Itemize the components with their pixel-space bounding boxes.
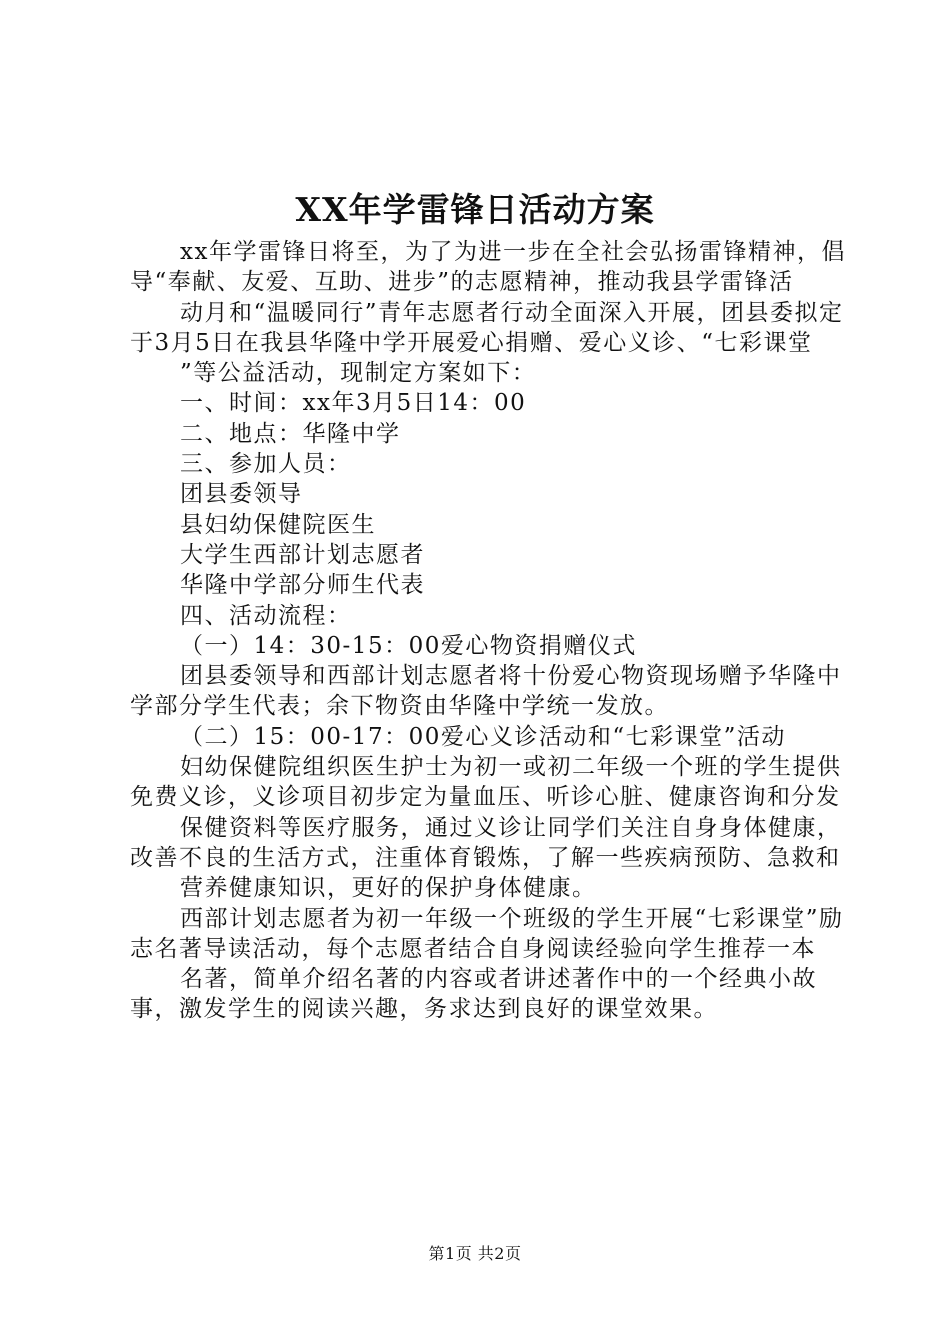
paragraph: 营养健康知识，更好的保护身体健康。 [180,875,597,902]
paragraph: 华隆中学部分师生代表 [180,572,425,599]
paragraph: （一）14：30-15：00爱心物资捐赠仪式 [180,632,637,659]
paragraph: 妇幼保健院组织医生护士为初一或初二年级一个班的学生提供免费义诊，义诊项目初步定为量血压、听诊心脏、健康咨询和分发 [130,754,842,811]
paragraph: ”等公益活动，现制定方案如下： [180,360,537,387]
paragraph: 名著，简单介绍名著的内容或者讲述著作中的一个经典小故事，激发学生的阅读兴趣，务求达到良好的课堂效果。 [130,966,817,1023]
paragraph: 县妇幼保健院医生 [180,511,376,538]
paragraph: 一、时间：xx年3月5日14：00 [180,390,527,417]
document-body [130,237,850,1025]
paragraph: xx年学雷锋日将至，为了为进一步在全社会弘扬雷锋精神，倡导“奉献、友爱、互助、进步”的志愿精神，推动我县学雷锋活 [130,239,846,296]
paragraph: 团县委领导 [180,481,303,508]
paragraph: （二）15：00-17：00爱心义诊活动和“七彩课堂”活动 [180,723,786,750]
paragraph: 大学生西部计划志愿者 [180,541,425,568]
paragraph: 二、地点：华隆中学 [180,420,401,447]
paragraph: 动月和“温暖同行”青年志愿者行动全面深入开展，团县委拟定于3月5日在我县华隆中学开展爱心捐赠、爱心义诊、“七彩课堂 [130,299,844,356]
document-title: XX年学雷锋日活动方案 [295,190,655,229]
paragraph: 四、活动流程： [180,602,352,629]
paragraph: 西部计划志愿者为初一年级一个班级的学生开展“七彩课堂”励志名著导读活动，每个志愿者结合自身阅读经验向学生推荐一本 [130,905,844,962]
paragraph: 三、参加人员： [180,451,352,478]
page-number-footer: 第1页 共2页 [428,1244,522,1263]
paragraph: 保健资料等医疗服务，通过义诊让同学们关注自身身体健康，改善不良的生活方式，注重体育锻炼，了解一些疾病预防、急救和 [130,814,842,871]
paragraph: 团县委领导和西部计划志愿者将十份爱心物资现场赠予华隆中学部分学生代表；余下物资由华隆中学统一发放。 [130,663,842,720]
